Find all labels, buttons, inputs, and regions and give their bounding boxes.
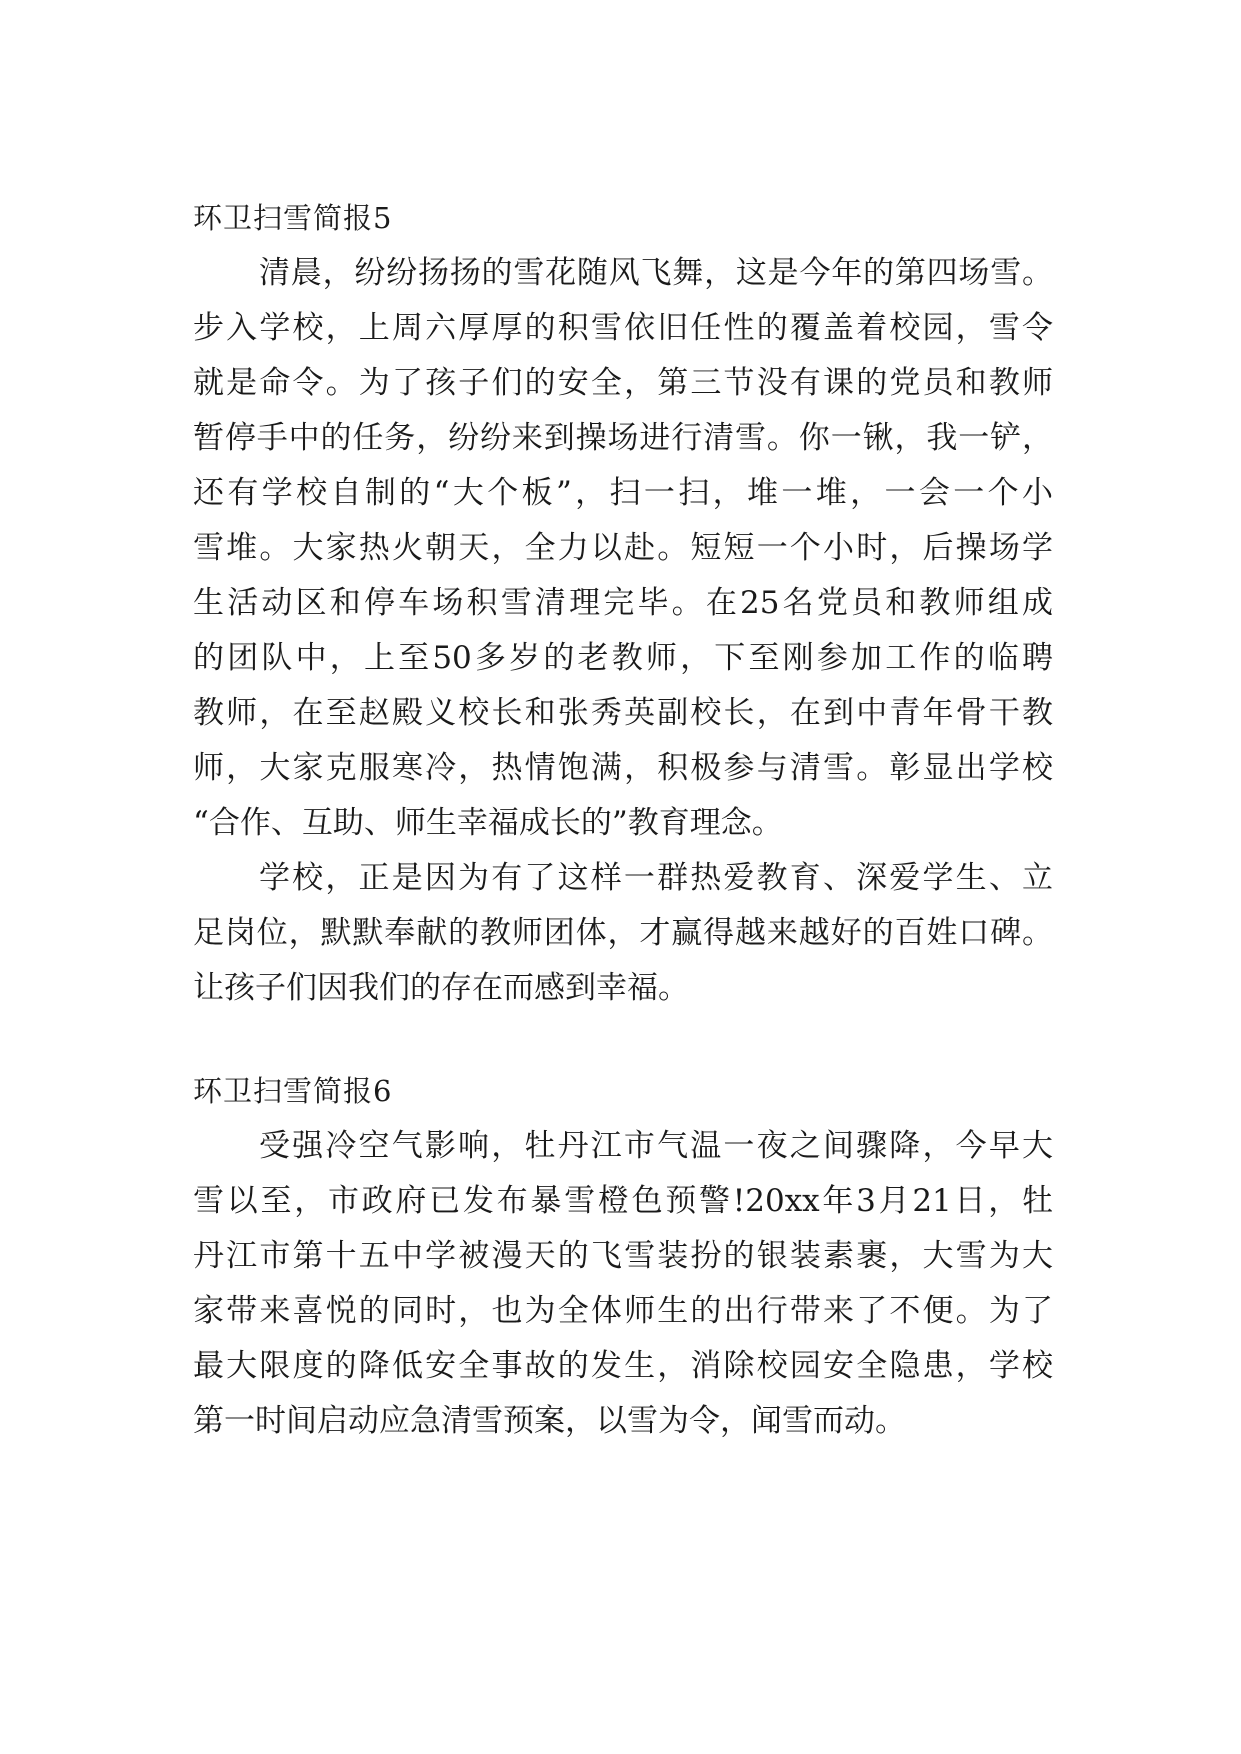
text-line: 第一时间启动应急清雪预案，以雪为令，闻雪而动。: [193, 1403, 906, 1439]
text-line: 暂停手中的任务，纷纷来到操场进行清雪。你一锹，我一铲，: [193, 420, 1053, 456]
text-line: 生活动区和停车场积雪清理完毕。在25名党员和教师组成: [193, 585, 1053, 621]
text-line: 雪以至，市政府已发布暴雪橙色预警!20xx年3月21日，牡: [193, 1183, 1053, 1219]
text-line: 雪堆。大家热火朝天，全力以赴。短短一个小时，后操场学: [193, 530, 1053, 566]
text-line: 足岗位，默默奉献的教师团体，才赢得越来越好的百姓口碑。: [193, 915, 1053, 951]
text-line: 让孩子们因我们的存在而感到幸福。: [193, 970, 689, 1006]
text-line: 步入学校，上周六厚厚的积雪依旧任性的覆盖着校园，雪令: [193, 310, 1053, 346]
text-line: 学校，正是因为有了这样一群热爱教育、深爱学生、立: [259, 860, 1053, 896]
section-title: 环卫扫雪简报6: [193, 1074, 393, 1108]
text-line: 师，大家克服寒冷，热情饱满，积极参与清雪。彰显出学校: [193, 750, 1053, 786]
text-line: 受强冷空气影响，牡丹江市气温一夜之间骤降，今早大: [259, 1128, 1053, 1164]
text-line: 就是命令。为了孩子们的安全，第三节没有课的党员和教师: [193, 365, 1053, 401]
section-title: 环卫扫雪简报5: [193, 201, 393, 235]
text-line: 家带来喜悦的同时，也为全体师生的出行带来了不便。为了: [193, 1293, 1053, 1329]
text-line: 还有学校自制的“大个板”，扫一扫，堆一堆，一会一个小: [193, 475, 1053, 511]
text-line: “合作、互助、师生幸福成长的”教育理念。: [193, 805, 783, 841]
text-line: 清晨，纷纷扬扬的雪花随风飞舞，这是今年的第四场雪。: [259, 255, 1053, 291]
text-line: 教师，在至赵殿义校长和张秀英副校长，在到中青年骨干教: [193, 695, 1053, 731]
text-line: 的团队中，上至50多岁的老教师，下至刚参加工作的临聘: [193, 640, 1053, 676]
text-line: 最大限度的降低安全事故的发生，消除校园安全隐患，学校: [193, 1348, 1053, 1384]
text-line: 丹江市第十五中学被漫天的飞雪装扮的银装素裹，大雪为大: [193, 1238, 1053, 1274]
